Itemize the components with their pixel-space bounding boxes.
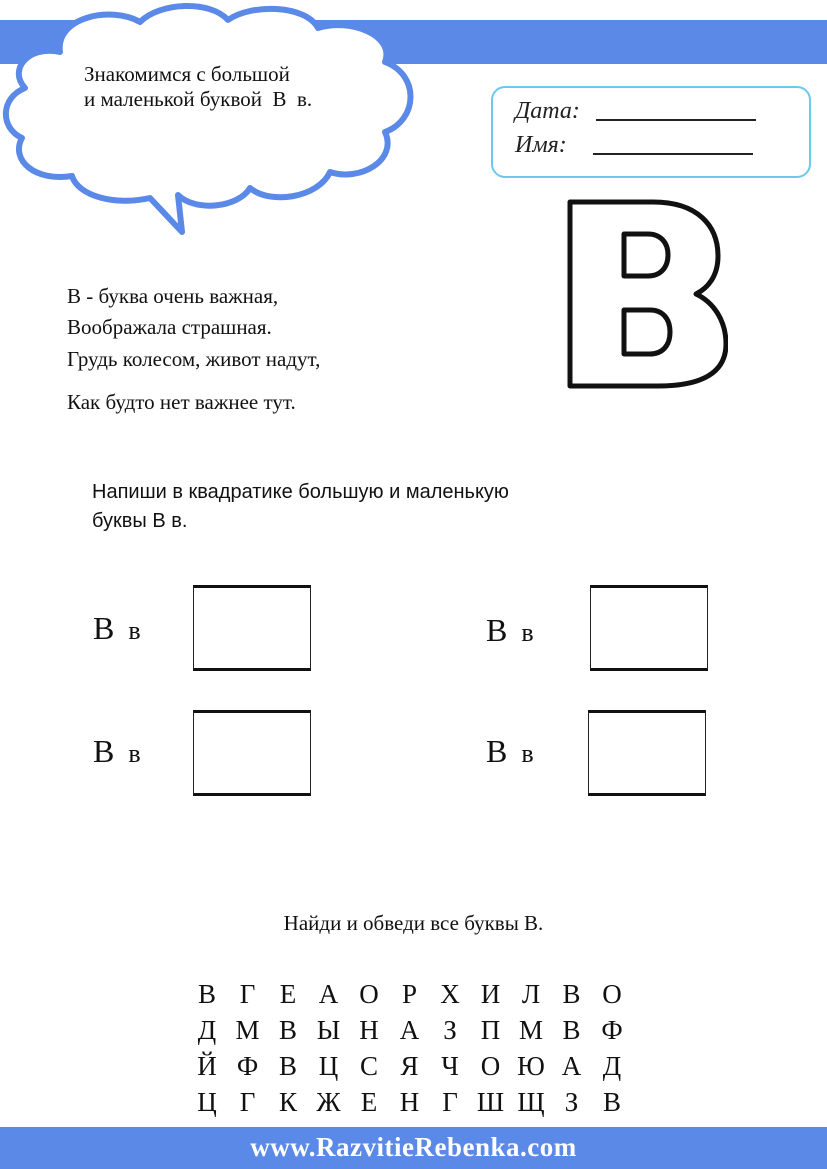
grid-letter[interactable]: Г xyxy=(442,1087,458,1117)
grid-letter[interactable]: Р xyxy=(401,979,418,1009)
grid-letter[interactable]: Е xyxy=(279,979,297,1009)
task-line: буквы В в. xyxy=(92,510,188,532)
grid-letter[interactable]: В xyxy=(602,1087,621,1117)
speech-cloud xyxy=(0,0,430,240)
grid-letter[interactable]: А xyxy=(318,979,339,1009)
name-line[interactable] xyxy=(593,153,753,155)
letter-pair xyxy=(486,733,534,770)
grid-letter[interactable]: Щ xyxy=(517,1087,545,1117)
letter-upper: В xyxy=(93,733,115,769)
date-label: Дата: xyxy=(515,98,580,124)
big-letter-outline xyxy=(558,196,728,392)
grid-letter[interactable]: Д xyxy=(602,1051,622,1081)
write-box[interactable] xyxy=(590,585,708,671)
grid-letter[interactable]: О xyxy=(359,979,379,1009)
letter-lower: в xyxy=(521,618,534,647)
grid-letter[interactable]: Ц xyxy=(318,1051,339,1081)
grid-letter[interactable]: З xyxy=(564,1087,579,1117)
grid-letter[interactable]: Н xyxy=(399,1087,420,1117)
grid-letter[interactable]: Й xyxy=(197,1051,217,1081)
footer-url[interactable]: www.RazvitieRebenka.com xyxy=(250,1132,577,1162)
grid-letter[interactable]: Г xyxy=(239,979,256,1009)
grid-letter[interactable]: Л xyxy=(521,979,541,1009)
grid-letter[interactable]: З xyxy=(443,1015,457,1045)
grid-letter[interactable]: М xyxy=(518,1015,543,1045)
grid-letter[interactable]: Е xyxy=(360,1087,378,1117)
poem-line: Воображала страшная. xyxy=(67,315,272,339)
date-field[interactable] xyxy=(515,98,756,125)
grid-letter[interactable]: Г xyxy=(239,1087,256,1117)
grid-letter[interactable]: М xyxy=(235,1015,260,1045)
name-label: Имя: xyxy=(515,132,567,158)
grid-letter[interactable]: К xyxy=(278,1087,297,1117)
letter-lower: в xyxy=(128,616,141,645)
grid-letter[interactable]: В xyxy=(278,1015,297,1045)
date-line[interactable] xyxy=(596,119,756,121)
grid-letter[interactable]: П xyxy=(480,1015,501,1045)
grid-letter[interactable]: Я xyxy=(400,1051,419,1081)
letter-upper: В xyxy=(486,612,508,648)
grid-letter[interactable]: Ц xyxy=(197,1087,217,1117)
grid-letter[interactable]: Х xyxy=(440,979,460,1009)
grid-letter[interactable]: Ф xyxy=(236,1051,259,1081)
write-box[interactable] xyxy=(193,710,311,796)
grid-letter[interactable]: Ж xyxy=(316,1087,341,1117)
grid-letter[interactable]: А xyxy=(561,1051,582,1081)
grid-letter[interactable]: И xyxy=(480,979,501,1009)
letter-lower: в xyxy=(128,739,141,768)
grid-letter[interactable]: А xyxy=(399,1015,420,1045)
cloud-line: Знакомимся с большой xyxy=(84,62,290,86)
grid-letter[interactable]: В xyxy=(197,979,216,1009)
write-box[interactable] xyxy=(588,710,706,796)
letter-upper: В xyxy=(486,733,508,769)
grid-letter[interactable]: В xyxy=(562,979,581,1009)
grid-letter[interactable]: Н xyxy=(359,1015,379,1045)
grid-letter[interactable]: Ш xyxy=(476,1087,505,1117)
write-box[interactable] xyxy=(193,585,311,671)
poem-line: В - буква очень важная, xyxy=(67,284,279,308)
grid-letter[interactable]: Ф xyxy=(601,1015,623,1045)
poem-line: Как будто нет важнее тут. xyxy=(67,390,296,414)
letter-pair xyxy=(93,733,141,770)
grid-letter[interactable]: Ю xyxy=(517,1051,545,1081)
big-letter-text: В xyxy=(558,196,559,197)
grid-letter[interactable]: С xyxy=(359,1051,378,1081)
cloud-line: и маленькой буквой В в. xyxy=(84,87,313,111)
grid-letter[interactable]: Ч xyxy=(441,1051,459,1081)
cloud-text xyxy=(84,62,312,112)
poem-line: Грудь колесом, живот надут, xyxy=(67,347,321,371)
letter-pair xyxy=(486,612,534,649)
grid-letter[interactable]: О xyxy=(602,979,622,1009)
task-instructions xyxy=(92,478,509,536)
name-field[interactable] xyxy=(515,132,753,159)
grid-letter[interactable]: В xyxy=(278,1051,297,1081)
grid-letter[interactable]: Ы xyxy=(316,1015,341,1045)
grid-letter[interactable]: Д xyxy=(197,1015,217,1045)
date-name-box xyxy=(491,86,811,178)
grid-letter[interactable]: О xyxy=(480,1051,501,1081)
letter-upper: В xyxy=(93,610,115,646)
grid-letter[interactable]: В xyxy=(562,1015,581,1045)
find-task-title: Найди и обведи все буквы В. xyxy=(283,911,544,935)
task-line: Напиши в квадратике большую и маленькую xyxy=(92,481,509,503)
letter-lower: в xyxy=(521,739,534,768)
letter-pair xyxy=(93,610,141,647)
